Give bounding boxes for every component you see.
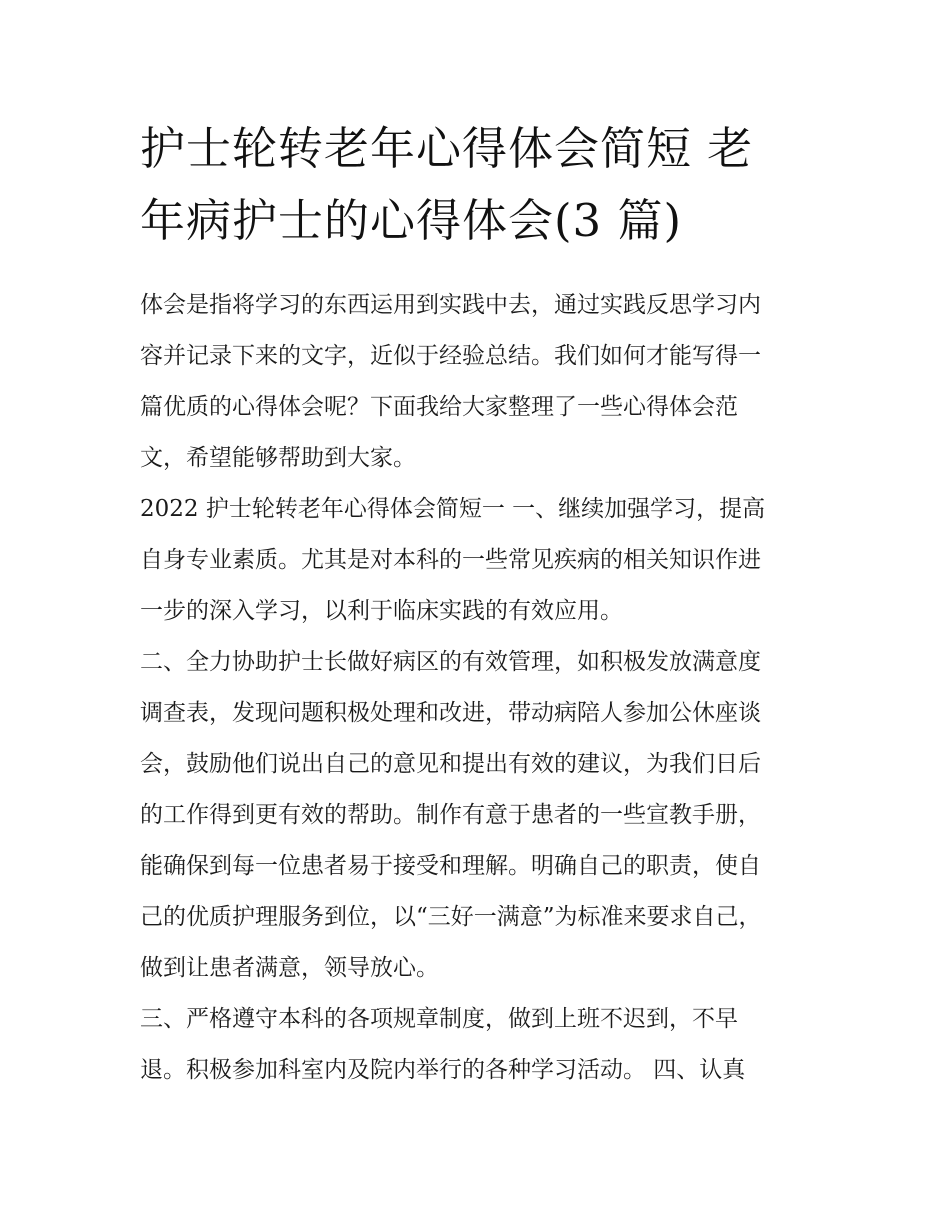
paragraph-section-three	[140, 994, 820, 1096]
document-title	[140, 113, 820, 257]
text-line: 三、严格遵守本科的各项规章制度，做到上班不迟到，不早	[140, 1006, 738, 1032]
text-line: 退。积极参加科室内及院内举行的各种学习活动。 四、认真	[140, 1057, 746, 1083]
text-line: 能确保到每一位患者易于接受和理解。明确自己的职责，使自	[140, 853, 761, 879]
text-line: 调查表，发现问题积极处理和改进，带动病陪人参加公休座谈	[140, 700, 761, 726]
text-line: 体会是指将学习的东西运用到实践中去，通过实践反思学习内	[140, 292, 761, 318]
text-line: 己的优质护理服务到位，以“三好一满意”为标准来要求自己，	[140, 904, 762, 930]
text-line: 容并记录下来的文字，近似于经验总结。我们如何才能写得一	[140, 343, 761, 369]
text-line: 自身专业素质。尤其是对本科的一些常见疾病的相关知识作进	[140, 547, 761, 573]
paragraph-section-two	[140, 637, 820, 994]
text-line: 二、全力协助护士长做好病区的有效管理，如积极发放满意度	[140, 649, 761, 675]
text-line: 2022 护士轮转老年心得体会简短一 一、继续加强学习，提高	[140, 496, 766, 522]
text-line: 文，希望能够帮助到大家。	[140, 445, 416, 471]
paragraph-section-one	[140, 484, 820, 637]
text-line: 会，鼓励他们说出自己的意见和提出有效的建议，为我们日后	[140, 751, 761, 777]
text-line: 一步的深入学习，以利于临床实践的有效应用。	[140, 598, 623, 624]
text-line: 做到让患者满意，领导放心。	[140, 955, 439, 981]
text-line: 的工作得到更有效的帮助。制作有意于患者的一些宣教手册，	[140, 802, 761, 828]
paragraph-intro	[140, 280, 820, 484]
title-line: 护士轮转老年心得体会简短 老	[140, 122, 754, 175]
document-body	[140, 280, 820, 1096]
title-line: 年病护士的心得体会(3 篇)	[140, 194, 683, 247]
text-line: 篇优质的心得体会呢？下面我给大家整理了一些心得体会范	[140, 394, 738, 420]
